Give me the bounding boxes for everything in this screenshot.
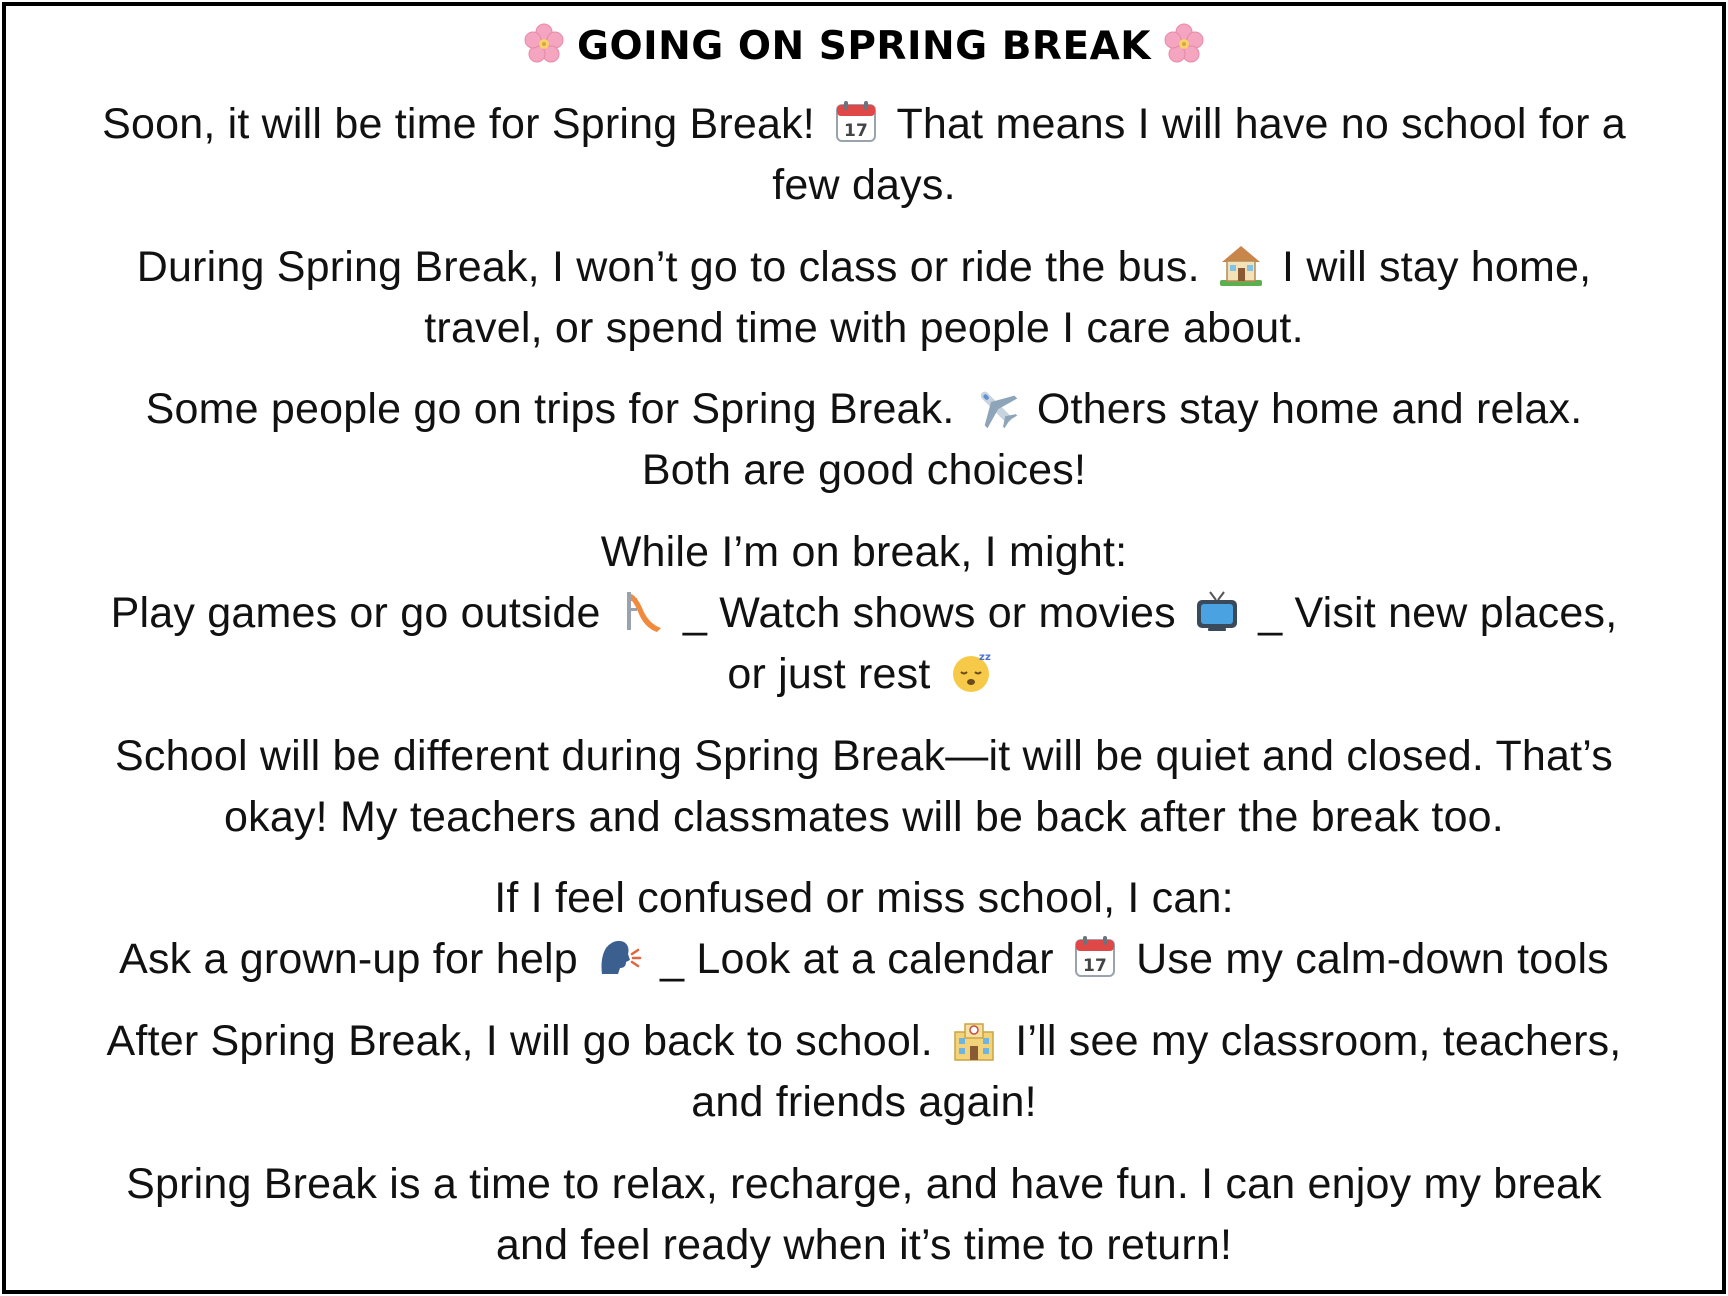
- separator: _: [660, 935, 685, 983]
- paragraph-text: I’ll see my classroom, teachers,: [1015, 1017, 1622, 1065]
- speaking-head-icon: [596, 934, 642, 980]
- airplane-icon: [973, 384, 1019, 430]
- list-item: Look at a calendar: [696, 935, 1054, 983]
- paragraph-line: [36, 583, 1692, 644]
- list-item: Visit new places,: [1294, 589, 1618, 637]
- paragraph-text: Both are good choices!: [641, 446, 1087, 494]
- page-frame: [2, 2, 1726, 1294]
- paragraph-text: and feel ready when it’s time to return!: [495, 1221, 1233, 1269]
- paragraph-text: While I’m on break, I might:: [600, 528, 1128, 576]
- paragraph-conclusion: [36, 1154, 1692, 1276]
- svg-text:17: 17: [844, 121, 869, 141]
- paragraph-text: Soon, it will be time for Spring Break!: [102, 100, 815, 148]
- paragraph-text: and friends again!: [691, 1078, 1037, 1126]
- paragraph-text: okay! My teachers and classmates will be back after the break too.: [224, 793, 1504, 841]
- paragraph-text: Spring Break is a time to relax, recharge, and have fun. I can enjoy my break: [126, 1160, 1602, 1208]
- television-icon: [1194, 588, 1240, 634]
- paragraph-text: I will stay home,: [1282, 243, 1592, 291]
- paragraph-text: That means I will have no school for a: [896, 100, 1626, 148]
- paragraph-intro: [36, 94, 1692, 216]
- list-item: Play games or go outside: [110, 589, 601, 637]
- house-icon: [1218, 242, 1264, 288]
- paragraph-text: few days.: [772, 161, 956, 209]
- paragraph-line: [36, 94, 1692, 155]
- list-item: or just rest: [727, 650, 931, 698]
- paragraph-line: [36, 237, 1692, 298]
- svg-text:17: 17: [1082, 956, 1108, 976]
- paragraph-text: Others stay home and relax.: [1036, 385, 1583, 433]
- paragraph-text: During Spring Break, I won’t go to class or ride the bus.: [136, 243, 1200, 291]
- list-item: Ask a grown-up for help: [119, 935, 578, 983]
- paragraph-activities: [36, 522, 1692, 705]
- paragraph-coping: [36, 868, 1692, 990]
- sleeping-face-icon: [949, 649, 995, 695]
- paragraph-line: [36, 1011, 1692, 1072]
- paragraph-line: [36, 379, 1692, 440]
- separator: _: [1258, 589, 1283, 637]
- list-item: Use my calm-down tools: [1136, 935, 1609, 983]
- paragraph-text: If I feel confused or miss school, I can:: [494, 874, 1234, 922]
- paragraph-trips: [36, 379, 1692, 501]
- calendar-icon: [1072, 934, 1118, 980]
- page-title: [6, 22, 1722, 72]
- paragraph-during-break: [36, 237, 1692, 359]
- paragraph-text: travel, or spend time with people I care about.: [424, 304, 1304, 352]
- paragraph-school-closed: [36, 726, 1692, 848]
- calendar-icon: [833, 99, 879, 145]
- paragraph-line: [36, 644, 1692, 705]
- svg-text:zz: zz: [978, 652, 991, 663]
- paragraph-text: School will be different during Spring Break—it will be quiet and closed. That’s: [115, 732, 1613, 780]
- cherry-blossom-icon: [1163, 23, 1205, 78]
- paragraph-line: [36, 929, 1692, 990]
- list-item: Watch shows or movies: [719, 589, 1176, 637]
- title-text: GOING ON SPRING BREAK: [576, 24, 1152, 69]
- cherry-blossom-icon: [523, 23, 565, 78]
- playground-slide-icon: [619, 588, 665, 634]
- school-building-icon: [951, 1016, 997, 1062]
- paragraph-return-school: [36, 1011, 1692, 1133]
- separator: _: [682, 589, 708, 637]
- paragraph-text: After Spring Break, I will go back to school.: [106, 1017, 933, 1065]
- paragraph-text: Some people go on trips for Spring Break.: [145, 385, 955, 433]
